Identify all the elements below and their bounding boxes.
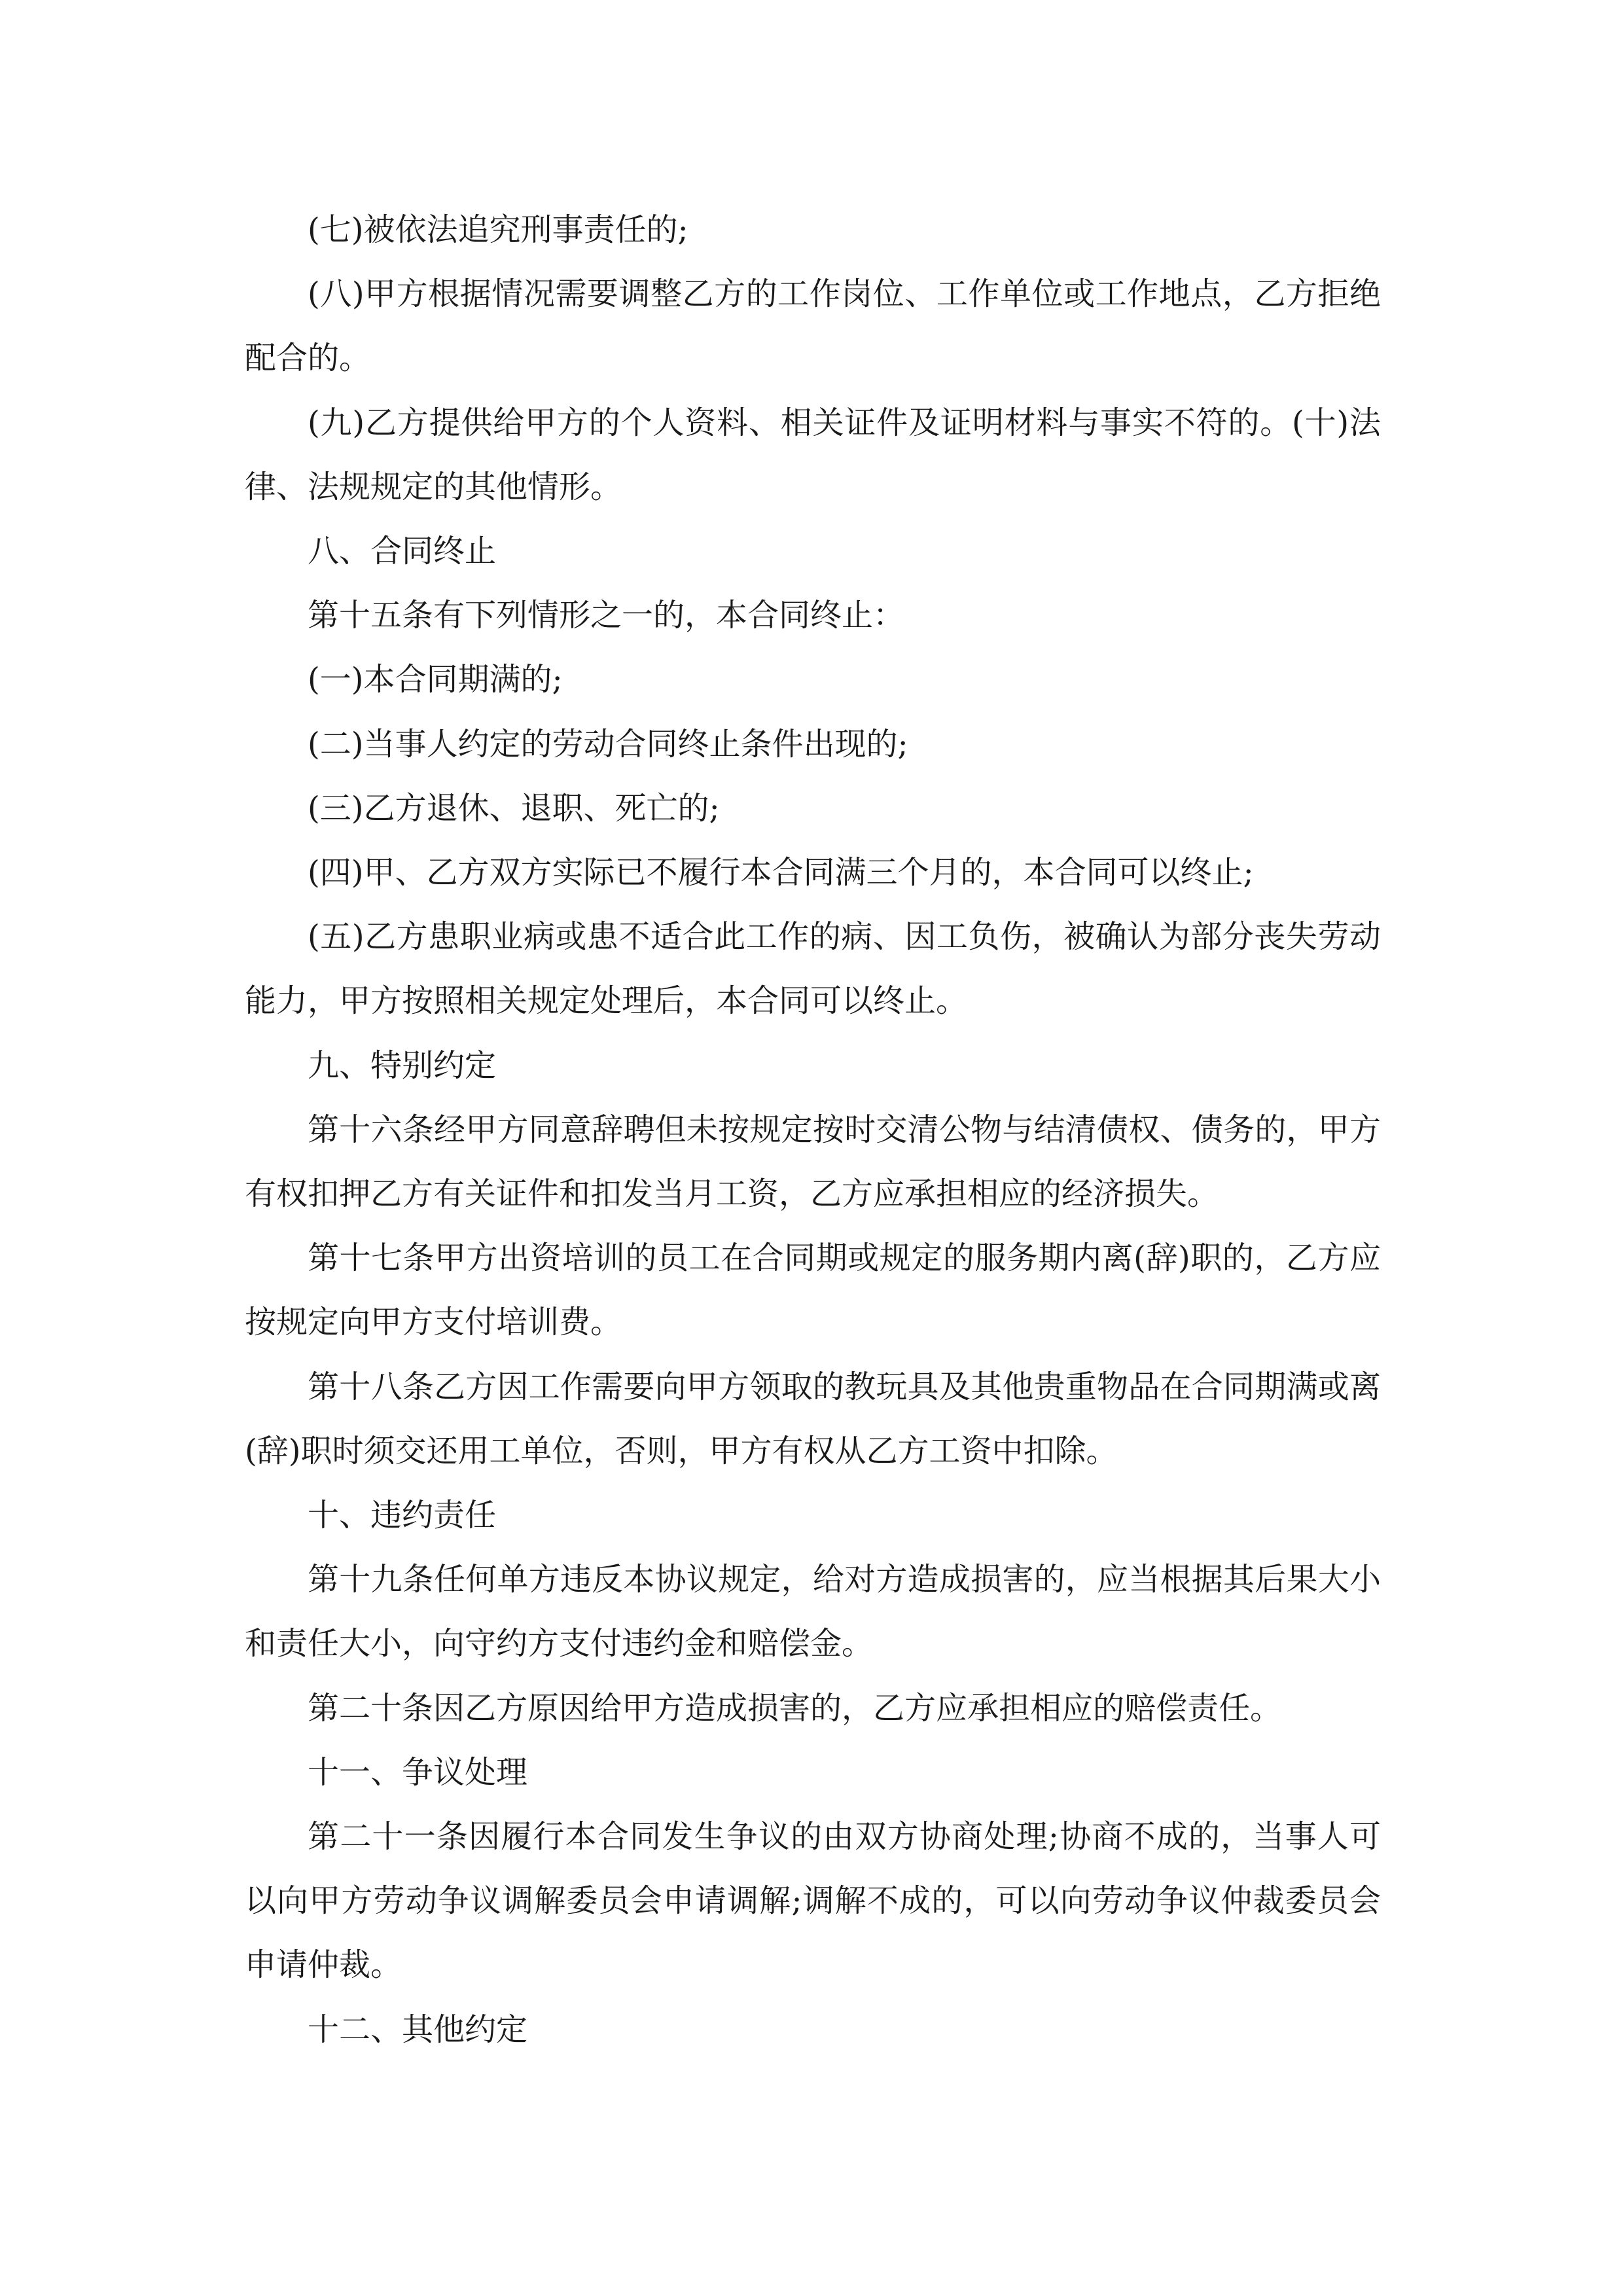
section-heading-contract-termination: 八、合同终止 — [308, 533, 497, 570]
section-heading-special-agreement: 九、特别约定 — [308, 1047, 497, 1084]
section-heading-other-agreements: 十二、其他约定 — [308, 2011, 528, 2048]
paragraph-item-7: (七)被依法追究刑事责任的; — [308, 211, 688, 248]
article-15: 第十五条有下列情形之一的，本合同终止： — [308, 597, 905, 634]
article-16: 第十六条经甲方同意辞聘但未按规定按时交清公物与结清债权、债务的，甲方有权扣押乙方有关证件和扣发当月工资，乙方应承担相应的经济损失。 — [245, 1111, 1381, 1213]
article-19: 第十九条任何单方违反本协议规定，给对方造成损害的，应当根据其后果大小和责任大小，向守约方支付违约金和赔偿金。 — [245, 1561, 1381, 1662]
paragraph-item-3: (三)乙方退休、退职、死亡的; — [308, 789, 720, 827]
document-body — [245, 198, 1381, 2062]
article-18: 第十八条乙方因工作需要向甲方领取的教玩具及其他贵重物品在合同期满或离(辞)职时须交还用工单位，否则，甲方有权从乙方工资中扣除。 — [245, 1368, 1381, 1469]
paragraph-item-1: (一)本合同期满的; — [308, 661, 563, 698]
paragraph-item-8: (八)甲方根据情况需要调整乙方的工作岗位、工作单位或工作地点，乙方拒绝配合的。 — [245, 276, 1381, 377]
paragraph-item-9-10: (九)乙方提供给甲方的个人资料、相关证件及证明材料与事实不符的。(十)法律、法规规定的其他情形。 — [245, 404, 1381, 505]
article-17: 第十七条甲方出资培训的员工在合同期或规定的服务期内离(辞)职的，乙方应按规定向甲方支付培训费。 — [245, 1240, 1381, 1341]
section-heading-liability: 十、违约责任 — [308, 1497, 497, 1534]
section-heading-dispute-resolution: 十一、争议处理 — [308, 1753, 528, 1791]
article-20: 第二十条因乙方原因给甲方造成损害的，乙方应承担相应的赔偿责任。 — [308, 1689, 1282, 1727]
paragraph-item-2: (二)当事人约定的劳动合同终止条件出现的; — [308, 725, 908, 762]
paragraph-item-5: (五)乙方患职业病或患不适合此工作的病、因工负伤，被确认为部分丧失劳动能力，甲方按照相关规定处理后，本合同可以终止。 — [245, 918, 1381, 1020]
paragraph-item-4: (四)甲、乙方双方实际已不履行本合同满三个月的，本合同可以终止; — [308, 854, 1254, 891]
article-21: 第二十一条因履行本合同发生争议的由双方协商处理;协商不成的，当事人可以向甲方劳动争议调解委员会申请调解;调解不成的，可以向劳动争议仲裁委员会申请仲裁。 — [245, 1818, 1381, 1984]
